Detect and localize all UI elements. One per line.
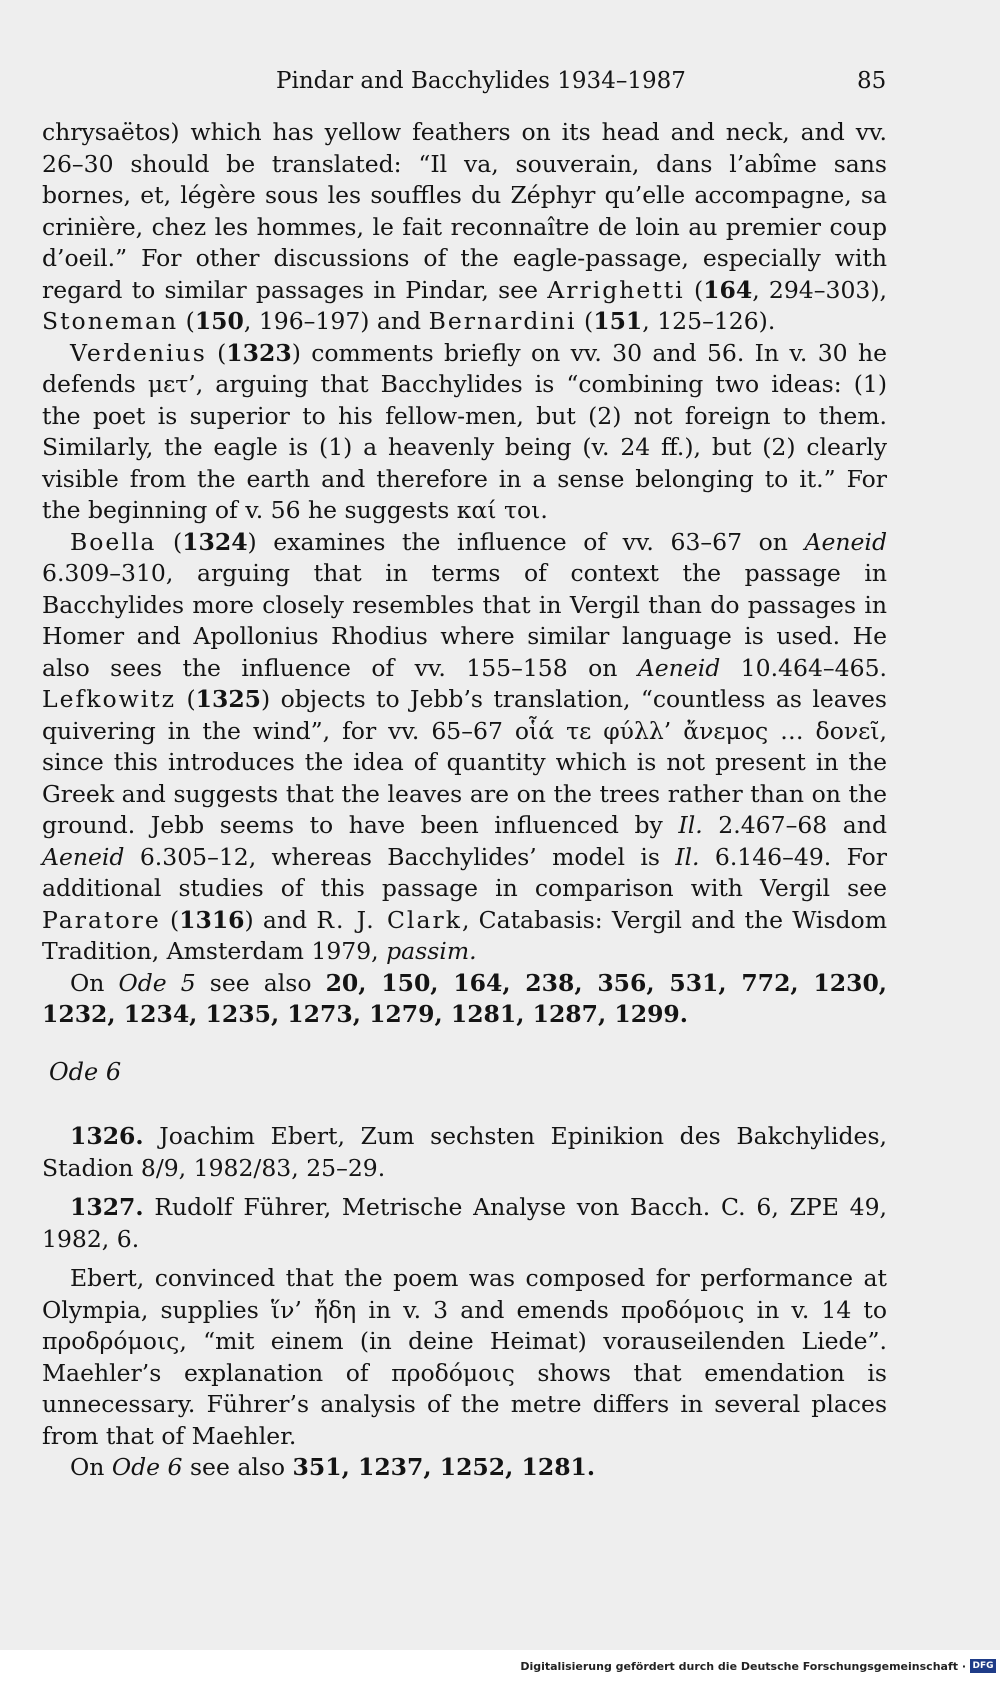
page-number: 85 [857, 68, 887, 94]
entry-number: 1327. [70, 1193, 144, 1221]
citation-ref: 164 [703, 275, 753, 304]
citation-ref-list: 20, 150, 164, 238, 356, 531, 772, 1230, 1232, 1234, 1235, 1273, 1279, 1281, 1287, 1299. [42, 968, 887, 1028]
dfg-logo: DFG [970, 1659, 996, 1673]
entry-number: 1326. [70, 1122, 144, 1150]
author-name: Boella [70, 527, 157, 556]
citation-ref: 1316 [179, 905, 245, 934]
section-heading-ode6: Ode 6 [49, 1058, 122, 1086]
running-title: Pindar and Bacchylides 1934–1987 [276, 68, 686, 94]
citation-ref: 1324 [182, 527, 248, 556]
citation-ref: 1323 [226, 338, 292, 367]
digitization-footer [0, 1650, 1000, 1683]
paragraph-ode5-refs: On Ode 5 see also 20, 150, 164, 238, 356, 531, 772, 1230, 1232, 1234, 1235, 1273, 1279, 1281, 1287, 1299. [42, 968, 887, 1028]
author-name: Verdenius [70, 338, 207, 367]
citation-ref: 151 [593, 307, 643, 335]
footer-credit: Digitalisierung gefördert durch die Deutsche Forschungsgemeinschaft · [520, 1660, 966, 1673]
paragraph-ebert: Ebert, convinced that the poem was composed for performance at Olympia, supplies ἵν’ ἤδη in v. 3 and emends προδόμοις in v. 14 to προδρόμοις, “mit einem (in deine Heimat) vorauseilenden Liede”. Maehler’s explanation of προδόμοις shows that emendation is unnecessary. Führer’s analysis of the metre differs in several places from that of Maehler. [42, 1264, 887, 1450]
bibliography-entry-1326: 1326. Joachim Ebert, Zum sechsten Epinikion des Bakchylides, Stadion 8/9, 1982/83, 25–29. [42, 1122, 887, 1182]
citation-ref: 1325 [195, 685, 262, 713]
author-name: Arrighetti [547, 275, 685, 304]
body-text-ode5 [42, 117, 887, 1031]
citation-ref: 150 [194, 307, 244, 335]
paragraph-verdenius: Verdenius (1323) comments briefly on vv. 30 and 56. In v. 30 he defends μετ’, arguing that Bacchylides is “combining two ideas: (1) the poet is superior to his fellow-men, but (2) not foreign to them. Similarly, the eagle is (1) a heavenly being (v. 24 ff.), but (2) clearly visible from the earth and therefore in a sense belonging to it.” For the beginning of v. 56 he suggests καί τοι. [42, 338, 888, 524]
author-name: Bernardini [428, 307, 577, 335]
citation-ref-list: 351, 1237, 1252, 1281. [292, 1453, 596, 1481]
author-name: Stoneman [42, 307, 179, 335]
bibliography-entry-1327: 1327. Rudolf Führer, Metrische Analyse von Bacch. C. 6, ZPE 49, 1982, 6. [42, 1193, 887, 1253]
paragraph-eagle-passage: chrysaëtos) which has yellow feathers on its head and neck, and vv. 26–30 should be translated: “Il va, souverain, dans l’abîme sans bornes, et, légère sous les souffles du Zéphyr qu’elle accompagne, sa crinière, chez les hommes, le fait reconnaître de loin au premier coup d’oeil.” For other discussions of the eagle-passage, especially with regard to similar passages in Pindar, see Arrighetti (164, 294–303), Stoneman (150, 196–197) and Bernardini (151, 125–126). [42, 118, 887, 335]
paragraph-ode6-refs: On Ode 6 see also 351, 1237, 1252, 1281. [70, 1453, 596, 1481]
paragraph-boella: Boella (1324) examines the influence of vv. 63–67 on Aeneid 6.309–310, arguing that in terms of context the passage in Bacchylides more closely resembles that in Vergil than do passages in Homer and Apollonius Rhodius where similar language is used. He also sees the influence of vv. 155–158 on Aeneid 10.464–465. Lefkowitz (1325) objects to Jebb’s translation, “countless as leaves quivering in the wind”, for vv. 65–67 οἷά τε φύλλ’ ἄνεμος … δονεῖ, since this introduces the idea of quantity which is not present in the Greek and suggests that the leaves are on the trees rather than on the ground. Jebb seems to have been influenced by Il. 2.467–68 and Aeneid 6.305–12, whereas Bacchylides’ model is Il. 6.146–49. For additional studies of this passage in comparison with Vergil see Paratore (1316) and R. J. Clark, Catabasis: Vergil and the Wisdom Tradition, Amsterdam 1979, passim. [42, 527, 888, 965]
body-text-ode6 [42, 1121, 887, 1484]
author-name: R. J. Clark [316, 905, 462, 934]
author-name: Lefkowitz [42, 685, 177, 713]
author-name: Paratore [42, 905, 161, 934]
